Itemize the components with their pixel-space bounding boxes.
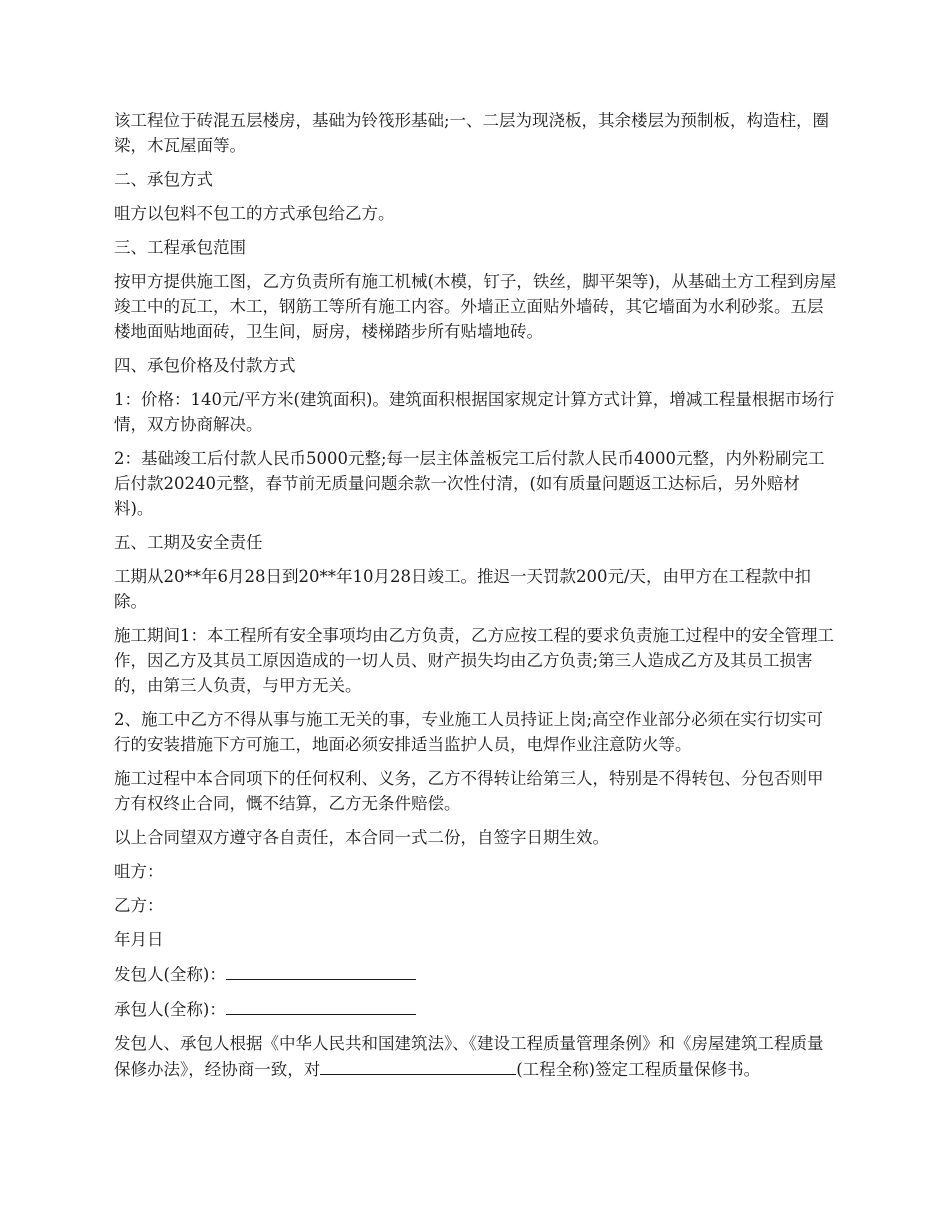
heading-price-payment: 四、承包价格及付款方式 — [114, 356, 296, 375]
paragraph-warranty — [114, 1031, 838, 1082]
paragraph-safety-1: 施工期间1：本工程所有安全事项均由乙方负责，乙方应按工程的要求负责施工过程中的安全管理工作，因乙方及其员工原因造成的一切人员、财产损失均由乙方负责;第三人造成乙方及其员工损害的，由第三人负责，与甲方无关。 — [114, 626, 834, 695]
warranty-text-before: 发包人、承包人根据《中华人民共和国建筑法》、《建设工程质量管理条例》和《房屋建筑工程质量保修办法》，经协商一致，对 — [114, 1034, 824, 1079]
paragraph-contract-method: 咀方以包料不包工的方式承包给乙方。 — [114, 204, 395, 223]
employer-blank — [226, 961, 416, 980]
contractor-line — [114, 996, 838, 1022]
paragraph-schedule: 工期从20**年6月28日到20**年10月28日竣工。推迟一天罚款200元/天，由甲方在工程款中扣除。 — [114, 567, 812, 611]
paragraph-project-description: 该工程位于砖混五层楼房，基础为铃筏形基础;一、二层为现浇板，其余楼层为预制板，构造柱，圈梁，木瓦屋面等。 — [114, 111, 830, 155]
signature-date: 年月日 — [114, 930, 164, 949]
paragraph-payment: 2：基础竣工后付款人民币5000元整;每一层主体盖板完工后付款人民币4000元整，内外粉刷完工后付款20240元整，春节前无质量问题余款一次性付清，(如有质量问题返工达标后，另外赔材料)。 — [114, 449, 825, 518]
signature-party-b: 乙方： — [114, 896, 164, 915]
heading-schedule-safety: 五、工期及安全责任 — [114, 533, 263, 552]
signature-party-a: 咀方： — [114, 862, 164, 881]
project-name-blank — [320, 1056, 516, 1075]
heading-contract-method: 二、承包方式 — [114, 170, 213, 189]
warranty-text-after: (工程全称)签定工程质量保修书。 — [516, 1060, 761, 1079]
paragraph-contract-scope: 按甲方提供施工图，乙方负责所有施工机械(木模，钉子，铁丝，脚平架等)，从基础土方工程到房屋竣工中的瓦工，木工，钢筋工等所有施工内容。外墙正立面贴外墙砖，其它墙面为水利砂浆。五层楼地面贴地面砖，卫生间，厨房，楼梯踏步所有贴墙地砖。 — [114, 272, 837, 341]
employer-line — [114, 961, 838, 987]
paragraph-transfer-rights: 施工过程中本合同项下的任何权利、义务，乙方不得转让给第三人，特别是不得转包、分包否则甲方有权终止合同，慨不结算，乙方无条件赔偿。 — [114, 769, 824, 813]
heading-contract-scope: 三、工程承包范围 — [114, 238, 246, 257]
paragraph-price: 1：价格：140元/平方米(建筑面积)。建筑面积根据国家规定计算方式计算，增减工程量根据市场行情，双方协商解决。 — [114, 390, 835, 434]
paragraph-safety-2: 2、施工中乙方不得从事与施工无关的事，专业施工人员持证上岗;高空作业部分必须在实行切实可行的安装措施下方可施工，地面必须安排适当监护人员，电焊作业注意防火等。 — [114, 710, 824, 754]
paragraph-effective: 以上合同望双方遵守各自责任，本合同一式二份，自签字日期生效。 — [114, 828, 609, 847]
contractor-blank — [226, 996, 416, 1015]
employer-label: 发包人(全称)： — [114, 965, 226, 984]
contractor-label: 承包人(全称)： — [114, 1000, 226, 1019]
